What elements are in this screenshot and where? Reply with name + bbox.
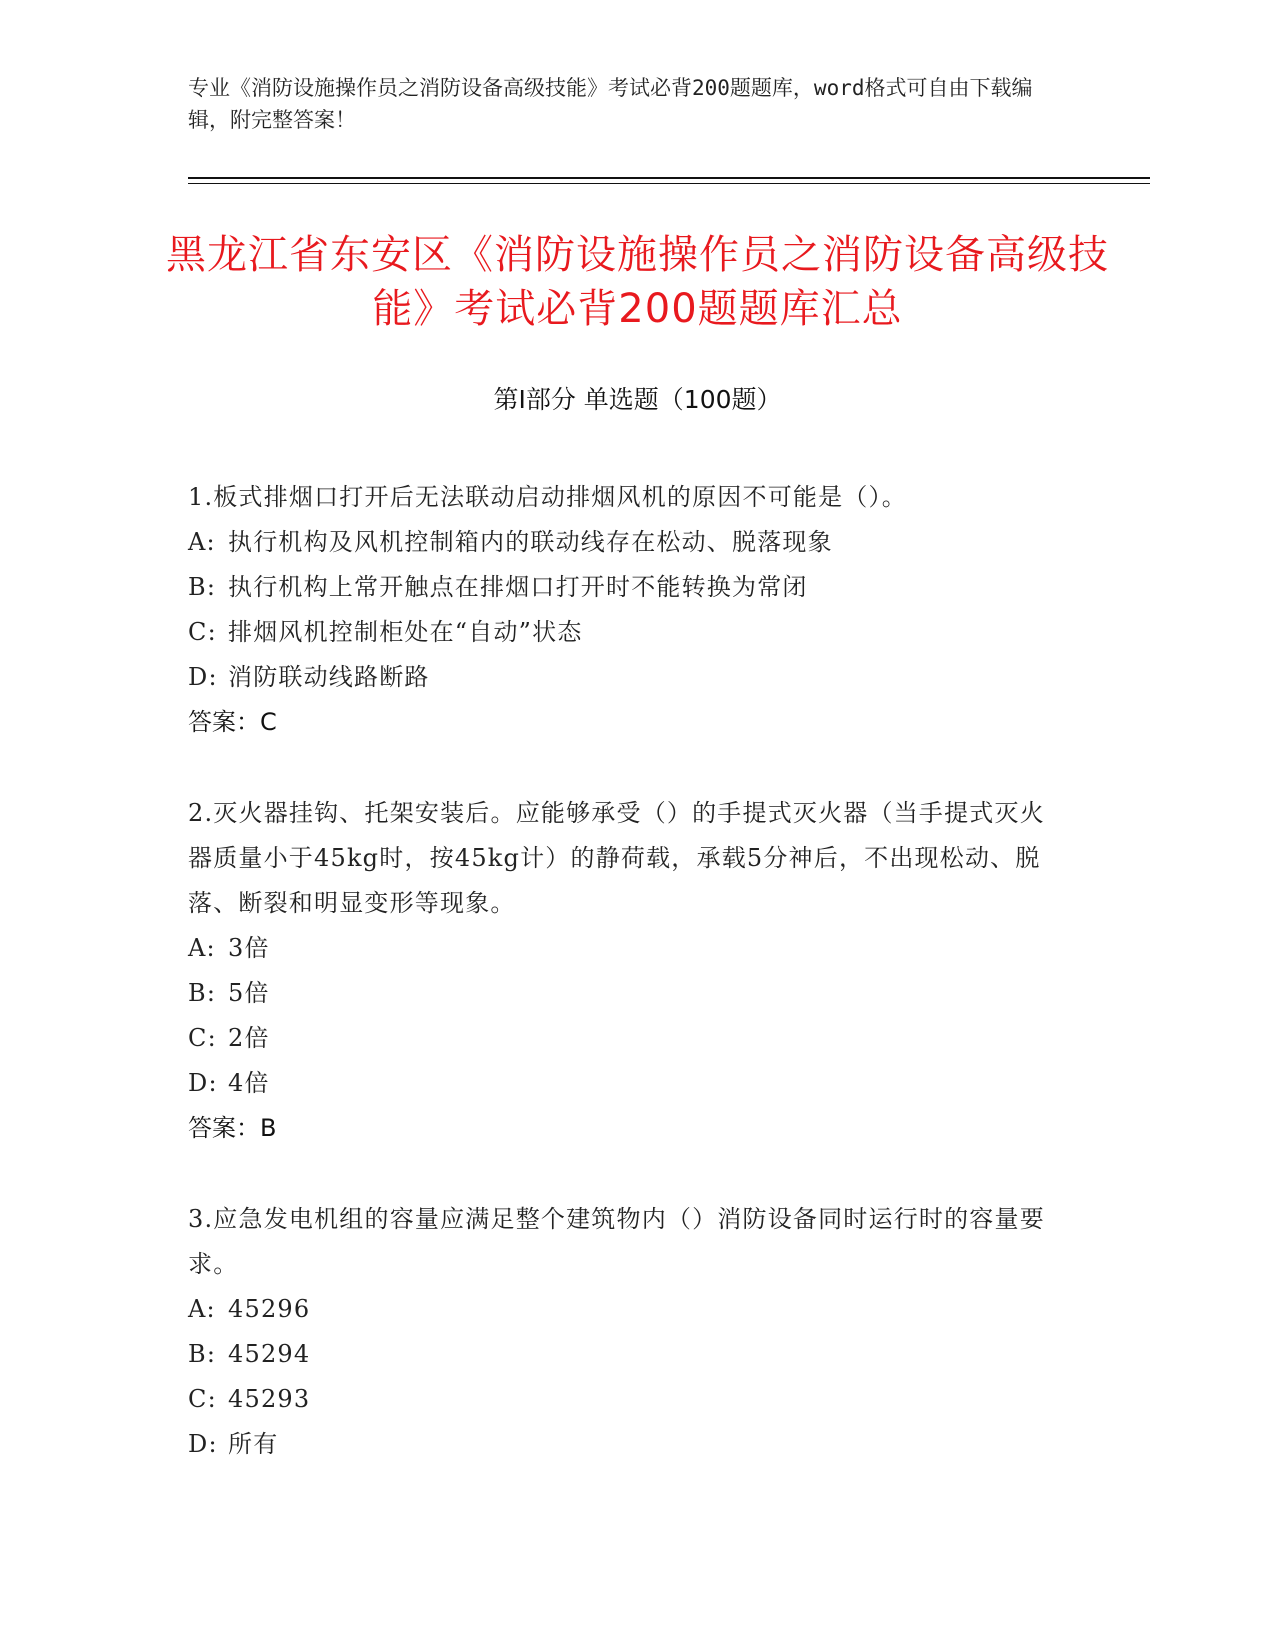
header-note: 专业《消防设施操作员之消防设备高级技能》考试必背200题题库，word格式可自由下载编辑，附完整答案！ [188,76,1033,132]
option-c [188,610,1068,655]
option-letter: A: [188,1295,216,1323]
option-text: 消防联动线路断路 [228,663,430,691]
question-stem: 2.灭火器挂钩、托架安装后。应能够承受（）的手提式灭火器（当手提式灭火器质量小于45kg时，按45kg计）的静荷载，承载5分神后，不出现松动、脱落、断裂和明显变形等现象。 [188,799,1045,917]
question-3 [188,1197,1068,1467]
option-text: 5倍 [228,979,270,1007]
header-rule-thick [188,177,1150,179]
question-list [188,475,1068,1513]
question-2 [188,791,1068,1151]
option-d [188,655,1068,700]
header-rule-thin [188,183,1150,184]
option-letter: A: [188,528,216,556]
option-text: 所有 [228,1430,279,1458]
option-b [188,971,1068,1016]
option-c [188,1377,1068,1422]
option-text: 45296 [228,1295,311,1323]
option-letter: B: [188,573,217,601]
option-text: 执行机构及风机控制箱内的联动线存在松动、脱落现象 [228,528,833,556]
question-1 [188,475,1068,745]
option-letter: C: [188,618,217,646]
option-text: 4倍 [228,1069,270,1097]
option-a [188,926,1068,971]
option-text: 45293 [228,1385,311,1413]
option-letter: A: [188,934,216,962]
document-title: 黑龙江省东安区《消防设施操作员之消防设备高级技能》考试必背200题题库汇总 [166,232,1109,332]
option-letter: D: [188,663,218,691]
option-letter: C: [188,1385,217,1413]
option-letter: D: [188,1069,218,1097]
option-b [188,1332,1068,1377]
option-d [188,1061,1068,1106]
option-letter: B: [188,1340,217,1368]
option-letter: D: [188,1430,218,1458]
option-a [188,1287,1068,1332]
option-d [188,1422,1068,1467]
option-text: 3倍 [228,934,270,962]
option-c [188,1016,1068,1061]
option-letter: B: [188,979,217,1007]
option-text: 排烟风机控制柜处在“自动”状态 [228,618,583,646]
option-b [188,565,1068,610]
option-a [188,520,1068,565]
option-text: 45294 [228,1340,311,1368]
option-text: 2倍 [228,1024,270,1052]
question-stem: 1.板式排烟口打开后无法联动启动排烟风机的原因不可能是（）。 [188,483,907,511]
section-title: 第I部分 单选题（100题） [493,385,782,414]
option-text: 执行机构上常开触点在排烟口打开时不能转换为常闭 [228,573,808,601]
answer-line: 答案：C [188,708,277,736]
question-stem: 3.应急发电机组的容量应满足整个建筑物内（）消防设备同时运行时的容量要求。 [188,1205,1045,1278]
answer-line: 答案：B [188,1114,277,1142]
option-letter: C: [188,1024,217,1052]
